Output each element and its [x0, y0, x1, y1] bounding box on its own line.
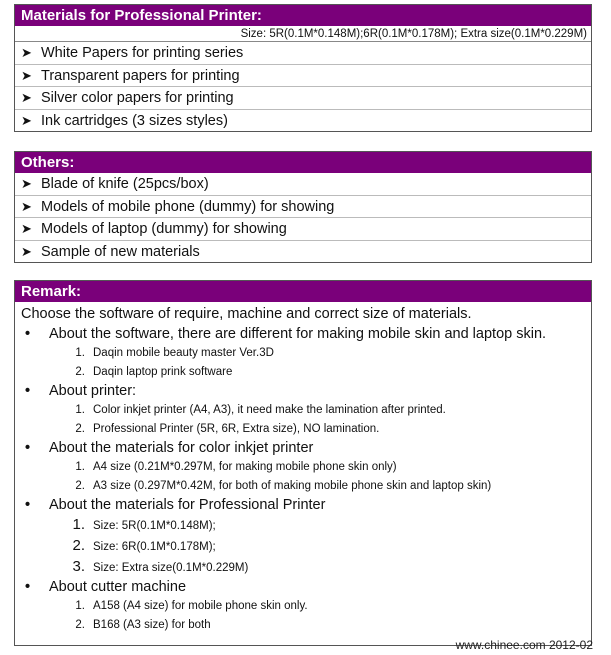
arrowhead-bullet-icon: ➤	[21, 243, 32, 259]
remark-subitem: 3. Size: Extra size(0.1M*0.229M)	[72, 558, 249, 575]
list-item: ➤ Silver color papers for printing	[15, 87, 591, 110]
remark-subitem: 2. A3 size (0.297M*0.42M, for both of making mobile phone skin and laptop skin)	[75, 480, 492, 492]
footer-credit: www.chinee.com 2012-02	[455, 638, 593, 652]
professional-printer-panel	[14, 4, 592, 132]
list-item: ➤ White Papers for printing series	[15, 42, 591, 65]
list-item: ➤ Ink cartridges (3 sizes styles)	[15, 110, 591, 132]
section-header: Remark:	[15, 281, 591, 302]
dot-bullet-icon: •	[25, 579, 31, 595]
dot-bullet-icon: •	[25, 383, 31, 399]
remark-heading: • About cutter machine	[15, 578, 591, 597]
list-item: ➤ Blade of knife (25pcs/box)	[15, 173, 591, 196]
arrowhead-bullet-icon: ➤	[21, 90, 32, 105]
list-item: ➤ Sample of new materials	[15, 241, 591, 263]
remark-subitem: 1. Daqin mobile beauty master Ver.3D	[75, 347, 274, 359]
size-info: Size: 5R(0.1M*0.148M);6R(0.1M*0.178M); Extra size(0.1M*0.229M)	[15, 26, 591, 42]
remark-heading: • About the materials for Professional Printer	[15, 496, 591, 515]
section-header: Others:	[15, 152, 591, 173]
list-item: ➤ Transparent papers for printing	[15, 65, 591, 88]
arrowhead-bullet-icon: ➤	[21, 45, 32, 60]
remark-subitem: 1. A4 size (0.21M*0.297M, for making mobile phone skin only)	[75, 461, 397, 473]
list-item: ➤ Models of mobile phone (dummy) for showing	[15, 196, 591, 219]
dot-bullet-icon: •	[25, 497, 31, 513]
remark-intro: Choose the software of require, machine and correct size of materials.	[21, 306, 472, 322]
others-panel	[14, 151, 592, 263]
remark-heading: • About the materials for color inkjet printer	[15, 439, 591, 458]
remark-subitem: 1. Size: 5R(0.1M*0.148M);	[72, 516, 216, 533]
remark-subitem: 2. Daqin laptop prink software	[75, 366, 233, 378]
arrowhead-bullet-icon: ➤	[21, 176, 32, 191]
list-item: ➤ Models of laptop (dummy) for showing	[15, 218, 591, 241]
remark-panel	[14, 280, 592, 646]
remark-subitem: 2. B168 (A3 size) for both	[75, 619, 211, 631]
dot-bullet-icon: •	[25, 440, 31, 456]
remark-subitem: 2. Size: 6R(0.1M*0.178M);	[72, 537, 216, 554]
arrowhead-bullet-icon: ➤	[21, 221, 32, 236]
dot-bullet-icon: •	[25, 326, 31, 342]
remark-heading: • About the software, there are different for making mobile skin and laptop skin.	[15, 325, 591, 344]
arrowhead-bullet-icon: ➤	[21, 112, 32, 128]
arrowhead-bullet-icon: ➤	[21, 198, 32, 214]
remark-subitem: 1. Color inkjet printer (A4, A3), it need make the lamination after printed.	[75, 404, 446, 416]
remark-heading: • About printer:	[15, 382, 591, 401]
arrowhead-bullet-icon: ➤	[21, 67, 32, 83]
section-header: Materials for Professional Printer:	[15, 5, 591, 26]
remark-subitem: 2. Professional Printer (5R, 6R, Extra size), NO lamination.	[75, 423, 380, 435]
remark-subitem: 1. A158 (A4 size) for mobile phone skin only.	[75, 600, 308, 612]
